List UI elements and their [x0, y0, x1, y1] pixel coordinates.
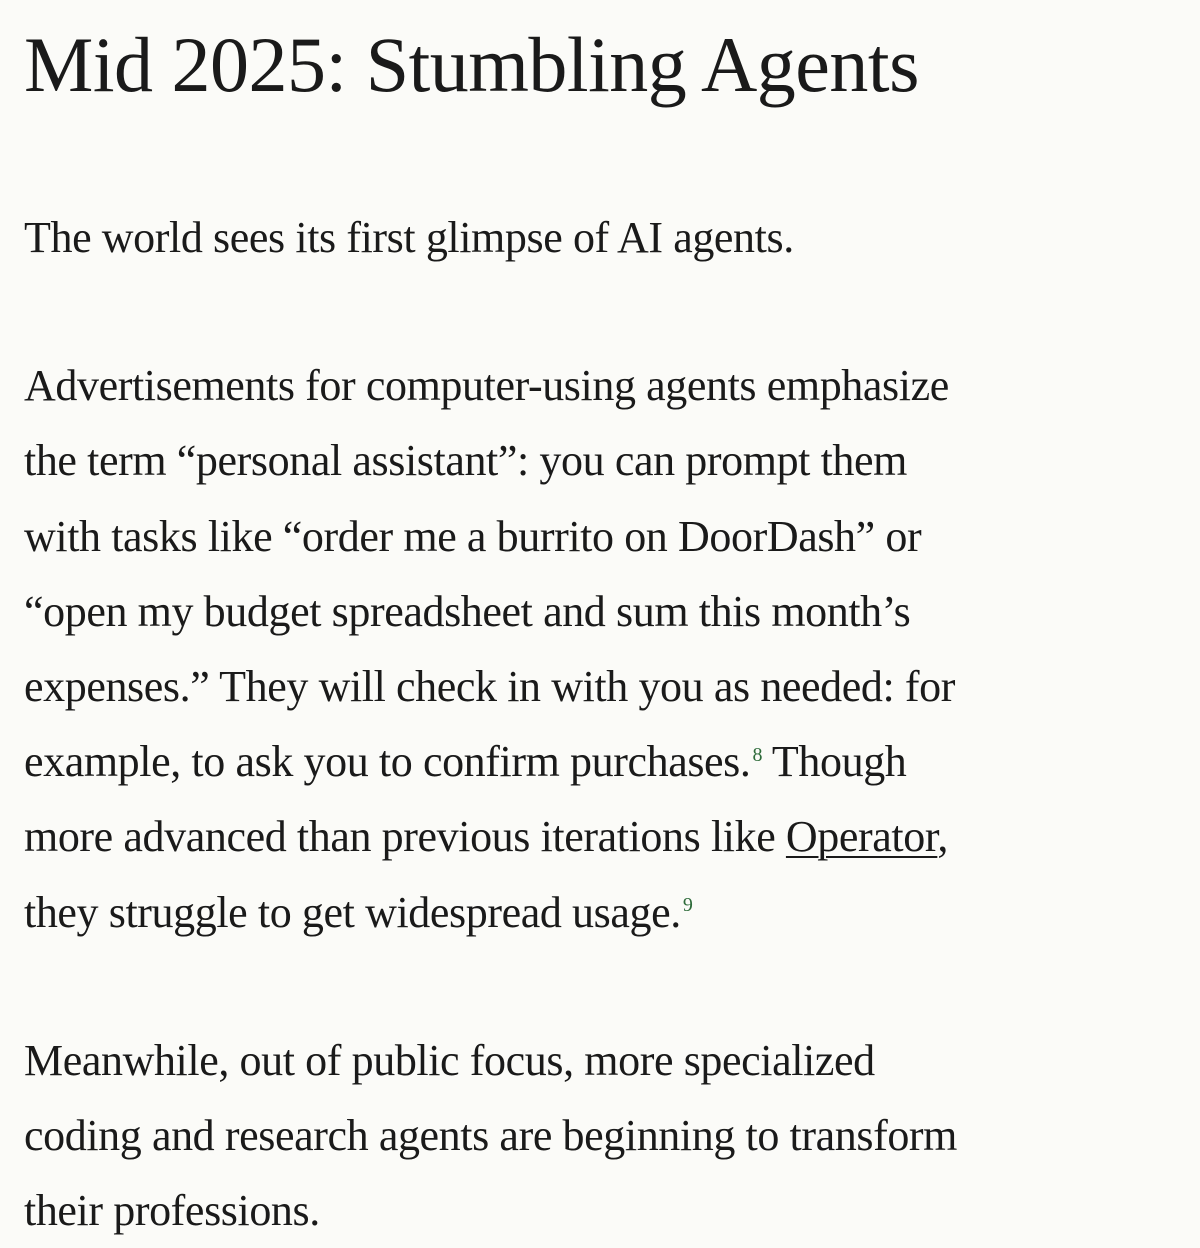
paragraph-line: coding and research agents are beginning to transform [24, 1111, 958, 1161]
paragraph-line: their professions. [24, 1186, 320, 1236]
body-paragraph-agents [24, 348, 1174, 950]
intro-paragraph: The world sees its first glimpse of AI agents. [24, 213, 794, 262]
paragraph-line: Meanwhile, out of public focus, more specialized [24, 1035, 875, 1085]
article [24, 0, 1174, 1248]
footnote-ref-8[interactable]: 8 [752, 743, 763, 766]
paragraph-line [24, 812, 948, 861]
paragraph-text: example, to ask you to confirm purchases. [24, 737, 751, 787]
paragraph-line: “open my budget spreadsheet and sum this month’s [24, 586, 911, 636]
paragraph-text: , [937, 812, 948, 862]
body-paragraph-specialized [24, 1023, 1174, 1248]
paragraph-line: Advertisements for computer-using agents emphasize [24, 361, 949, 411]
paragraph-text: Though [762, 737, 907, 787]
paragraph-line [24, 737, 906, 786]
paragraph-text: they struggle to get widespread usage. [24, 887, 681, 937]
paragraph-line: expenses.” They will check in with you as needed: for [24, 662, 956, 712]
operator-link[interactable]: Operator [785, 812, 938, 862]
footnote-ref-9[interactable]: 9 [682, 893, 693, 916]
paragraph-line [24, 888, 692, 937]
page-title: Mid 2025: Stumbling Agents [24, 21, 919, 108]
paragraph-line: the term “personal assistant”: you can prompt them [24, 436, 907, 486]
paragraph-line: with tasks like “order me a burrito on DoorDash” or [24, 511, 922, 561]
paragraph-text: more advanced than previous iterations like [24, 812, 786, 862]
